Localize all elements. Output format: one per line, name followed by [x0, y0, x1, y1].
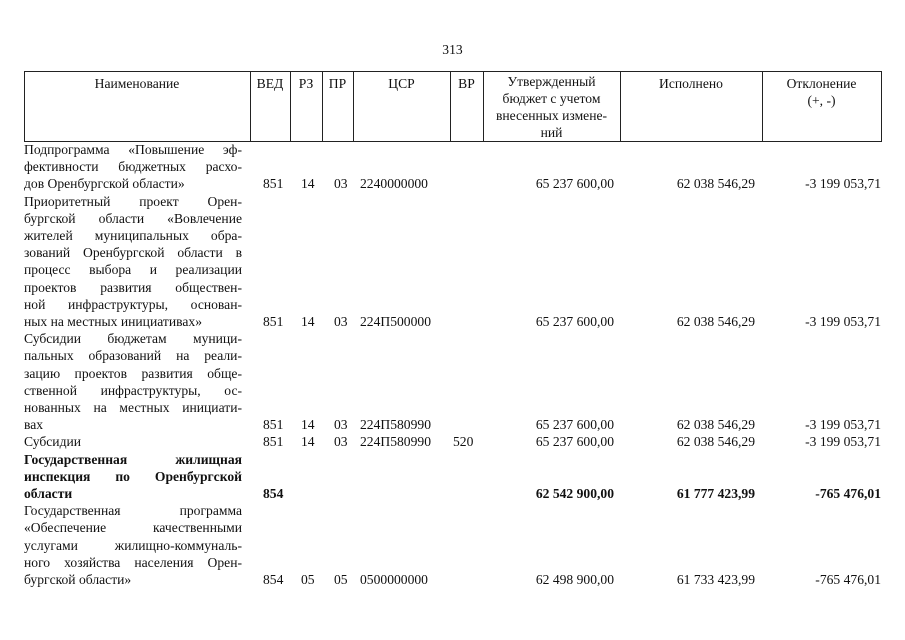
row-deviation: -3 199 053,71: [805, 313, 881, 329]
header-pr: ПР: [328, 76, 347, 91]
row-ved: 851: [263, 313, 284, 329]
row-name-line: зацию проектов развития обще-: [24, 365, 242, 381]
row-name-line: процесс выбора и реализации: [24, 262, 242, 278]
row-name-line: Подпрограмма «Повышение эф-: [24, 142, 242, 157]
header-budget: [483, 73, 620, 141]
row-name: [24, 330, 242, 433]
row-name-line: Государственная жилищная: [24, 451, 242, 467]
row-name-line: пальных образований на реали-: [24, 348, 242, 364]
row-name: [24, 141, 242, 193]
header-vr: ВР: [458, 76, 475, 91]
header-budget-line: внесенных измене-: [495, 108, 608, 123]
header-deviation: [762, 75, 881, 109]
row-pr: 03: [334, 176, 348, 192]
header-ved: ВЕД: [256, 76, 284, 91]
row-vr: 520: [453, 434, 474, 450]
row-name-line: фективности бюджетных расхо-: [24, 159, 242, 175]
row-name: [24, 451, 242, 503]
row-name-line: ных на местных инициативах»: [24, 313, 202, 329]
row-csr: 2240000000: [360, 176, 428, 192]
row-name-line: зований Оренбургской области в: [24, 245, 242, 261]
header-csr: ЦСР: [388, 76, 415, 91]
row-budget: 65 237 600,00: [535, 313, 614, 329]
header-deviation-line: (+, -): [807, 93, 836, 108]
header-rz: РЗ: [298, 76, 314, 91]
row-rz: 14: [301, 313, 315, 329]
row-executed: 62 038 546,29: [676, 313, 755, 329]
row-ved: 851: [263, 434, 284, 450]
row-name-line: Государственная программа: [24, 503, 242, 519]
row-executed: 62 038 546,29: [676, 417, 755, 433]
row-csr: 0500000000: [360, 571, 428, 587]
row-name-line: ственной инфраструктуры, ос-: [24, 382, 242, 398]
page-number: 313: [442, 42, 463, 57]
header-budget-line: бюджет с учетом: [502, 91, 601, 106]
row-ved: 851: [263, 176, 284, 192]
row-name-line: бургской области «Вовлечение: [24, 210, 242, 226]
header-top-border: [24, 71, 882, 72]
row-pr: 03: [334, 434, 348, 450]
row-name-line: Субсидии бюджетам муници-: [24, 331, 242, 347]
row-budget: 62 542 900,00: [535, 485, 614, 501]
row-deviation: -765 476,01: [815, 485, 881, 501]
row-budget: 62 498 900,00: [535, 571, 614, 587]
row-rz: 14: [301, 434, 315, 450]
row-csr: 224П580990: [360, 434, 431, 450]
row-name: [24, 502, 242, 588]
row-budget: 65 237 600,00: [535, 434, 614, 450]
row-name: [24, 193, 242, 331]
table-header: [24, 71, 882, 142]
row-ved: 854: [263, 485, 284, 501]
row-name-line: проектов развития обществен-: [24, 279, 242, 295]
row-csr: 224П500000: [360, 313, 431, 329]
row-name-line: нованных на местных инициати-: [24, 399, 242, 415]
row-name-line: дов Оренбургской области»: [24, 176, 185, 192]
row-name-line: услугами жилищно-коммуналь-: [24, 537, 242, 553]
row-rz: 14: [301, 176, 315, 192]
row-deviation: -3 199 053,71: [805, 176, 881, 192]
row-deviation: -765 476,01: [815, 571, 881, 587]
row-budget: 65 237 600,00: [535, 417, 614, 433]
row-name-line: Приоритетный проект Орен-: [24, 193, 242, 209]
row-name-line: ного хозяйства населения Орен-: [24, 554, 242, 570]
row-pr: 05: [334, 571, 348, 587]
row-rz: 14: [301, 417, 315, 433]
header-name: Наименование: [94, 76, 180, 91]
row-name-line: вах: [24, 417, 44, 433]
header-budget-line: Утвержденный: [507, 74, 596, 89]
header-executed: Исполнено: [659, 76, 723, 91]
row-executed: 61 777 423,99: [676, 485, 755, 501]
row-executed: 62 038 546,29: [676, 176, 755, 192]
row-name-line: области: [24, 485, 73, 501]
row-name-line: жителей муниципальных обра-: [24, 227, 242, 243]
row-name-line: ной инфраструктуры, основан-: [24, 296, 242, 312]
row-name-line: бургской области»: [24, 571, 132, 587]
row-name: [24, 433, 242, 450]
row-deviation: -3 199 053,71: [805, 434, 881, 450]
row-name-line: Субсидии: [24, 434, 82, 450]
row-executed: 62 038 546,29: [676, 434, 755, 450]
row-budget: 65 237 600,00: [535, 176, 614, 192]
row-name-line: инспекция по Оренбургской: [24, 468, 242, 484]
header-budget-line: ний: [540, 125, 563, 140]
row-name-line: «Обеспечение качественными: [24, 520, 242, 536]
col-divider: [881, 71, 882, 142]
row-deviation: -3 199 053,71: [805, 417, 881, 433]
row-ved: 851: [263, 417, 284, 433]
row-ved: 854: [263, 571, 284, 587]
row-pr: 03: [334, 417, 348, 433]
row-rz: 05: [301, 571, 315, 587]
row-pr: 03: [334, 313, 348, 329]
row-csr: 224П580990: [360, 417, 431, 433]
row-executed: 61 733 423,99: [676, 571, 755, 587]
header-deviation-line: Отклонение: [786, 76, 857, 91]
